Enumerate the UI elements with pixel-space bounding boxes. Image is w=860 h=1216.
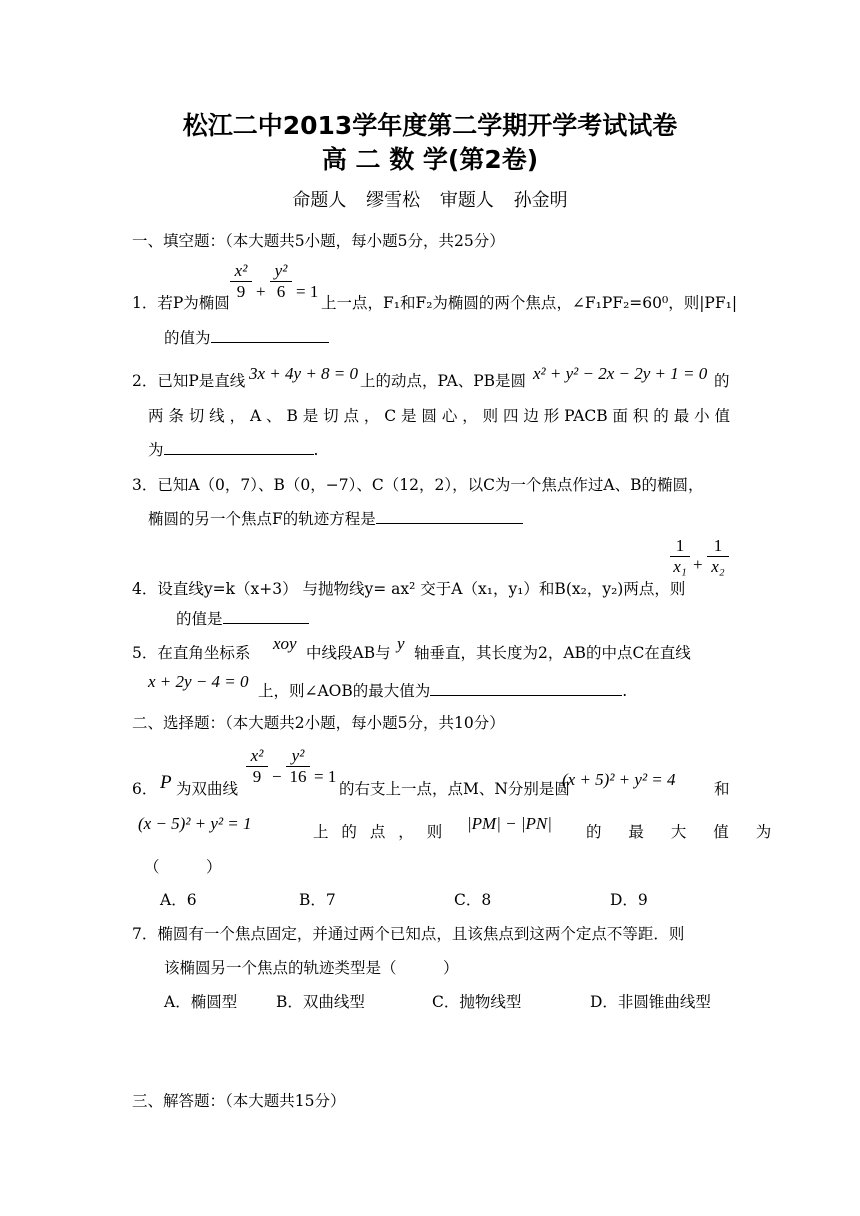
q4-plus: + (693, 555, 703, 574)
q7-text-a: 7．椭圆有一个焦点固定，并通过两个已知点，且该焦点到这两个定点不等距．则 (132, 925, 685, 943)
q6-eq-one: = 1 (314, 767, 337, 786)
q5-answer-label: 上，则∠AOB的最大值为 (258, 682, 431, 700)
q4-frac-2-num: 1 (713, 536, 723, 555)
q5-answer-blank[interactable] (430, 679, 622, 696)
q4-answer-blank[interactable] (223, 607, 309, 624)
q6-minus: − (272, 767, 282, 786)
q7-option-b[interactable]: B．双曲线型 (276, 993, 365, 1011)
q1-frac-y-num: y² (274, 261, 288, 280)
q6-text-e: 上 的 点 ， 则 (313, 823, 443, 841)
q4-frac-2 (707, 537, 729, 576)
q7-option-a[interactable]: A．椭圆型 (164, 993, 238, 1011)
q4-answer-label: 的值是 (176, 610, 223, 628)
q2-line-equation: 3x + 4y + 8 = 0 (249, 364, 359, 383)
q6-frac-x (246, 747, 268, 786)
q1-plus: + (256, 282, 266, 301)
q6-frac-y (286, 747, 310, 786)
q6-expression: |PM| − |PN| (467, 814, 552, 833)
q1-text-b: 上一点，F₁和F₂为椭圆的两个焦点，∠F₁PF₂=60⁰，则|PF₁| (321, 294, 738, 312)
q1-text-a: 1．若P为椭圆 (132, 294, 230, 312)
authors-line: 命题人 缪雪松 审题人 孙金明 (292, 190, 568, 211)
q6-frac-y-num: y² (291, 746, 305, 765)
q6-option-b[interactable]: B．7 (299, 891, 336, 909)
q6-answer-paren[interactable]: （ ） (144, 858, 222, 876)
q1-frac-x-den: 9 (236, 282, 246, 301)
q4-frac-1-den: x₁ (673, 557, 687, 576)
q2-answer-blank[interactable] (164, 438, 314, 455)
q1-frac-x-num: x² (234, 261, 248, 280)
q4-frac-1 (670, 537, 690, 576)
q6-text-f: 的 最 大 值 为 (586, 823, 776, 841)
q6-circle-2: (x − 5)² + y² = 1 (138, 814, 252, 833)
section2-heading: 二、选择题：（本大题共2小题，每小题5分，共10分） (132, 714, 505, 732)
exam-subtitle: 高 二 数 学(第2卷) (321, 145, 539, 174)
q7-text-b: 该椭圆另一个焦点的轨迹类型是（ ） (164, 959, 459, 977)
section3-heading: 三、解答题：（本大题共15分） (132, 1092, 346, 1110)
q1-answer-blank[interactable] (211, 326, 329, 343)
q6-option-d[interactable]: D．9 (610, 891, 648, 909)
q6-frac-y-den: 16 (289, 767, 307, 786)
q1-frac-x (230, 262, 252, 301)
q5-y: y (397, 634, 405, 653)
q3-text-a: 3．已知A（0，7）、B（0，−7）、C（12，2），以C为一个焦点作过A、B的椭圆， (132, 476, 704, 494)
q2-text-d: 两条切线，A、B是切点，C是圆心，则四边形PACB面积的最小值 (148, 407, 730, 425)
q5-text-a: 5．在直角坐标系 (132, 644, 251, 662)
q6-text-d: 和 (714, 780, 730, 798)
section1-heading: 一、填空题：（本大题共5小题，每小题5分，共25分） (132, 232, 505, 250)
q5-text-c: 轴垂直，其长度为2，AB的中点C在直线 (414, 644, 691, 662)
q4-text-b (176, 607, 309, 629)
q3-text-b (148, 507, 523, 529)
q5-text-d (258, 679, 627, 701)
q5-text-b: 中线段AB与 (306, 644, 391, 662)
exam-title: 松江二中2013学年度第二学期开学考试试卷 (182, 111, 678, 140)
q6-circle-1: (x + 5)² + y² = 4 (562, 770, 676, 789)
q3-answer-label: 椭圆的另一个焦点F的轨迹方程是 (148, 510, 376, 528)
q6-text-c: 的右支上一点，点M、N分别是圆 (339, 780, 570, 798)
q1-frac-y-den: 6 (276, 282, 286, 301)
q2-text-c: 的 (714, 372, 730, 390)
q2-text-e (148, 438, 318, 460)
q5-xoy: xoy (273, 634, 297, 653)
q2-circle-equation: x² + y² − 2x − 2y + 1 = 0 (533, 364, 708, 383)
q2-text-a: 2．已知P是直线 (132, 372, 246, 390)
q5-period: . (622, 682, 628, 700)
q6-text-a: 6． (132, 780, 158, 798)
q4-frac-2-den: x₂ (711, 557, 725, 576)
q1-eq-one: = 1 (296, 282, 319, 301)
q7-option-c[interactable]: C．抛物线型 (432, 993, 522, 1011)
q7-option-d[interactable]: D．非圆锥曲线型 (590, 993, 711, 1011)
q6-point-p: P (160, 772, 172, 793)
q6-frac-x-num: x² (250, 746, 264, 765)
q6-option-a[interactable]: A．6 (160, 891, 197, 909)
q2-period: . (313, 441, 319, 459)
q1-answer-label: 的值为 (164, 329, 211, 347)
q5-line-equation: x + 2y − 4 = 0 (148, 672, 249, 691)
q6-option-c[interactable]: C．8 (454, 891, 492, 909)
q6-frac-x-den: 9 (252, 767, 262, 786)
q4-frac-1-num: 1 (675, 536, 685, 555)
q2-text-b: 上的动点，PA、PB是圆 (360, 372, 527, 390)
q3-answer-blank[interactable] (376, 507, 523, 524)
q6-text-b: 为双曲线 (176, 780, 239, 798)
q4-text-a: 4．设直线y=k（x+3） 与抛物线y= ax² 交于A（x₁，y₁）和B(x₂，y₂)两点，则 (132, 580, 686, 598)
q1-text-c (164, 326, 329, 348)
q2-answer-label: 为 (148, 441, 164, 459)
q1-frac-y (270, 262, 292, 301)
